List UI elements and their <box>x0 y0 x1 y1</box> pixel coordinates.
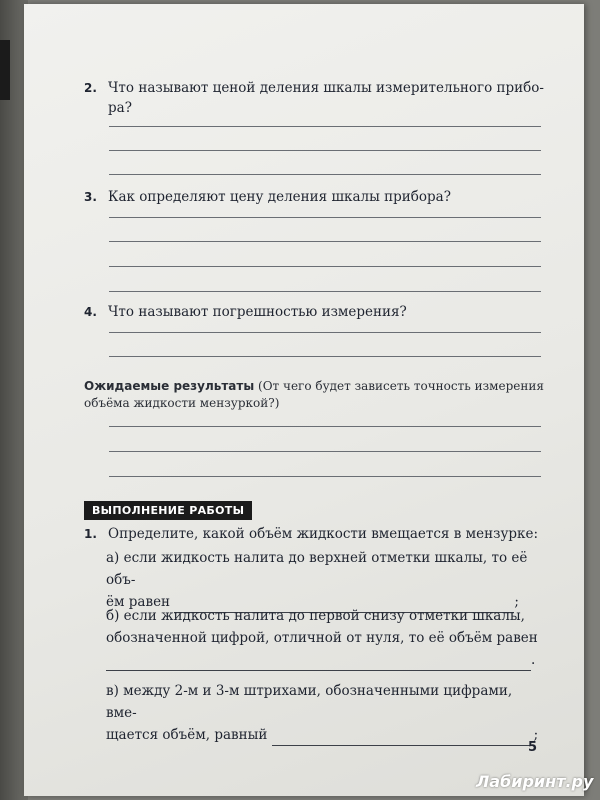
answer-blank-b[interactable] <box>106 654 531 671</box>
item-b-line2: обозначенной цифрой, отличной от нуля, то её объём равен <box>106 630 538 646</box>
question-2 <box>84 78 554 118</box>
item-a-end: ; <box>514 594 519 610</box>
answer-line[interactable] <box>109 266 541 267</box>
answer-line[interactable] <box>109 356 541 357</box>
answer-line[interactable] <box>109 174 541 175</box>
task-1-c <box>106 680 546 746</box>
task-1-a <box>106 547 546 613</box>
page-number: 5 <box>528 740 538 755</box>
item-c-line2: щается объём, равный <box>106 727 268 743</box>
task-number: 1. <box>84 527 97 541</box>
item-c-end: ; <box>533 727 539 743</box>
item-b-end: . <box>531 652 536 668</box>
answer-line[interactable] <box>109 426 541 427</box>
expected-results-label: Ожидаемые результаты <box>84 379 255 393</box>
answer-line[interactable] <box>109 476 541 477</box>
question-number: 4. <box>84 305 97 319</box>
task-text: Определите, какой объём жидкости вмещается в мензурке: <box>108 526 539 542</box>
question-number: 3. <box>84 190 97 204</box>
answer-line[interactable] <box>109 241 541 242</box>
question-3 <box>84 187 554 207</box>
answer-line[interactable] <box>109 291 541 292</box>
expected-results-text: (От чего будет зависеть точность измерения объёма жидкости мензуркой?) <box>84 379 544 410</box>
question-text: Что называют погрешностью измерения? <box>108 304 407 320</box>
answer-line[interactable] <box>109 451 541 452</box>
answer-line[interactable] <box>109 126 541 127</box>
item-c-line1: в) между 2-м и 3-м штрихами, обозначенными цифрами, вме- <box>106 683 513 721</box>
expected-results <box>84 378 549 412</box>
question-text-cont: ра? <box>108 100 132 116</box>
item-c-line2-row <box>106 724 546 746</box>
answer-blank-c[interactable] <box>272 729 534 746</box>
item-b-line3-row <box>106 649 546 671</box>
workbook-page <box>24 4 594 796</box>
question-text: Что называют ценой деления шкалы измерительного прибо- <box>108 80 544 96</box>
answer-line[interactable] <box>109 150 541 151</box>
item-a-line1: а) если жидкость налита до верхней отметки шкалы, то её объ- <box>106 550 528 588</box>
task-1-b <box>106 605 546 671</box>
task-1 <box>84 523 559 545</box>
page-tab-mark <box>0 40 10 100</box>
item-b-line1: б) если жидкость налита до первой снизу отметки шкалы, <box>106 608 525 624</box>
question-number: 2. <box>84 81 97 95</box>
answer-line[interactable] <box>109 217 541 218</box>
section-badge: ВЫПОЛНЕНИЕ РАБОТЫ <box>84 501 252 520</box>
question-text: Как определяют цену деления шкалы прибора? <box>108 189 451 205</box>
question-4 <box>84 302 554 322</box>
watermark-logo: Лабиринт.ру <box>476 772 594 791</box>
item-a-line2: ём равен <box>106 594 171 610</box>
answer-line[interactable] <box>109 332 541 333</box>
